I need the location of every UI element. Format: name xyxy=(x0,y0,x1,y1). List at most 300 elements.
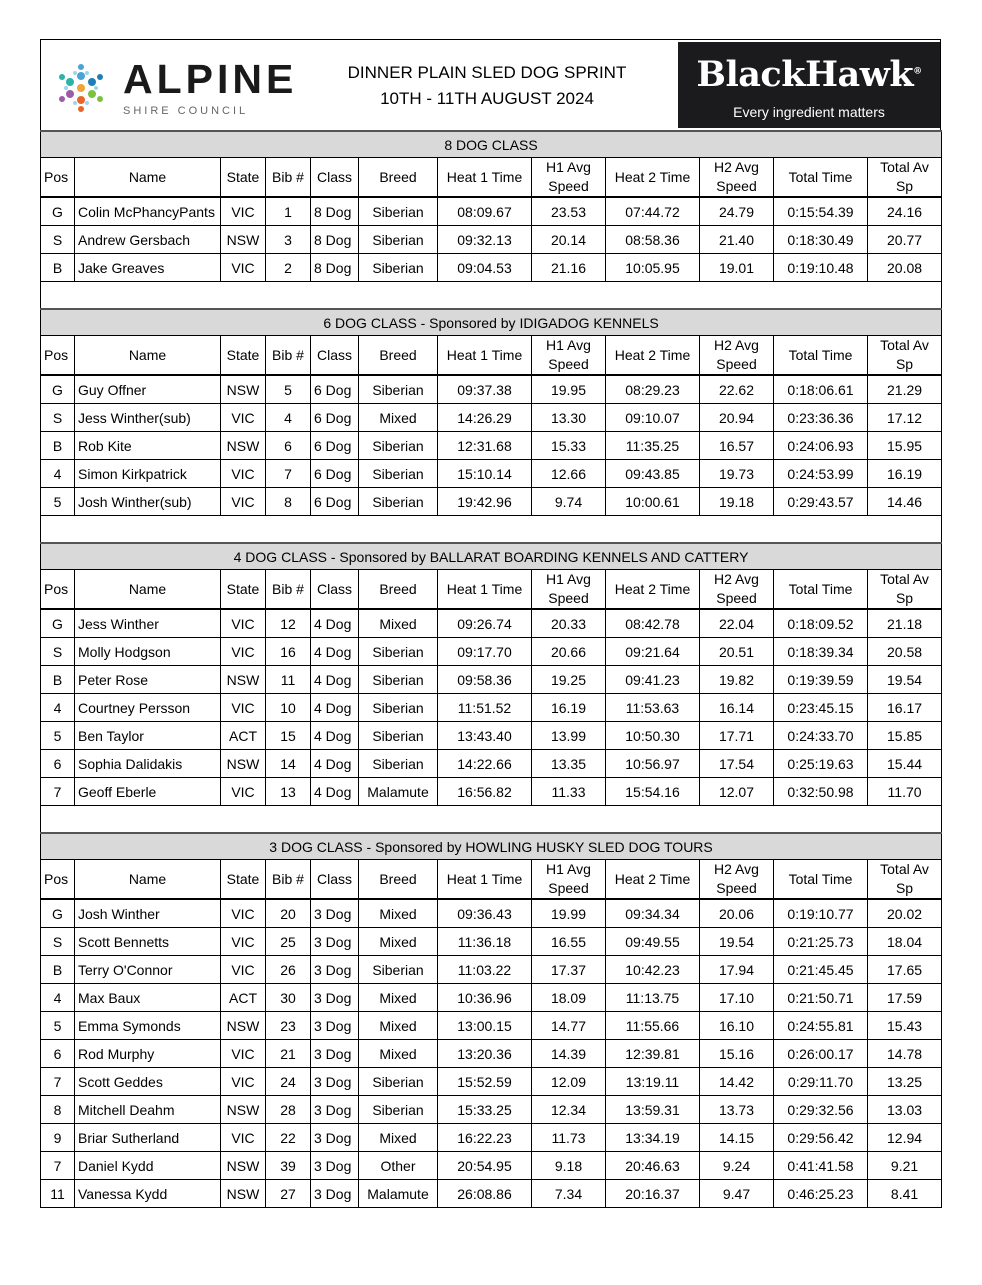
class-section-title xyxy=(41,131,942,158)
cell-h1-avg-speed: 16.19 xyxy=(532,694,606,722)
cell-total-avg-speed: 9.21 xyxy=(868,1152,942,1180)
cell-heat1-time: 15:10.14 xyxy=(438,460,532,488)
column-header-bib: Bib # xyxy=(266,336,311,376)
cell-heat2-time: 11:53.63 xyxy=(606,694,700,722)
cell-state: VIC xyxy=(221,404,266,432)
logo-wordmark: ALPINE xyxy=(123,56,298,102)
class-title: 4 DOG CLASS - Sponsored by BALLARAT BOARDING KENNELS AND CATTERY xyxy=(41,543,942,570)
cell-class: 3 Dog xyxy=(311,984,359,1012)
cell-total-time: 0:21:45.45 xyxy=(774,956,868,984)
cell-pos: B xyxy=(41,254,75,282)
cell-state: NSW xyxy=(221,1012,266,1040)
cell-heat2-time: 08:42.78 xyxy=(606,609,700,638)
cell-total-time: 0:19:39.59 xyxy=(774,666,868,694)
cell-state: VIC xyxy=(221,1124,266,1152)
column-header-class: Class xyxy=(311,158,359,198)
table-row xyxy=(41,666,942,694)
column-header-row xyxy=(41,158,942,198)
cell-heat2-time: 13:19.11 xyxy=(606,1068,700,1096)
cell-heat2-time: 10:00.61 xyxy=(606,488,700,516)
cell-state: NSW xyxy=(221,750,266,778)
cell-heat1-time: 09:17.70 xyxy=(438,638,532,666)
cell-heat1-time: 15:33.25 xyxy=(438,1096,532,1124)
cell-heat1-time: 19:42.96 xyxy=(438,488,532,516)
cell-class: 6 Dog xyxy=(311,404,359,432)
column-header-name: Name xyxy=(75,158,221,198)
table-row xyxy=(41,1040,942,1068)
cell-breed: Siberian xyxy=(359,488,438,516)
cell-total-time: 0:29:11.70 xyxy=(774,1068,868,1096)
cell-name: Andrew Gersbach xyxy=(75,226,221,254)
class-section-title xyxy=(41,833,942,860)
cell-heat1-time: 20:54.95 xyxy=(438,1152,532,1180)
cell-total-time: 0:21:50.71 xyxy=(774,984,868,1012)
column-header-class: Class xyxy=(311,570,359,610)
cell-breed: Siberian xyxy=(359,432,438,460)
cell-h2-avg-speed: 19.73 xyxy=(700,460,774,488)
cell-total-time: 0:25:19.63 xyxy=(774,750,868,778)
cell-h2-avg-speed: 13.73 xyxy=(700,1096,774,1124)
cell-class: 3 Dog xyxy=(311,899,359,928)
cell-pos: G xyxy=(41,609,75,638)
cell-total-avg-speed: 17.59 xyxy=(868,984,942,1012)
column-header-total-time: Total Time xyxy=(774,336,868,376)
cell-h1-avg-speed: 12.34 xyxy=(532,1096,606,1124)
cell-pos: G xyxy=(41,375,75,404)
cell-breed: Siberian xyxy=(359,226,438,254)
cell-pos: 4 xyxy=(41,984,75,1012)
cell-h1-avg-speed: 17.37 xyxy=(532,956,606,984)
cell-name: Simon Kirkpatrick xyxy=(75,460,221,488)
cell-h1-avg-speed: 13.35 xyxy=(532,750,606,778)
cell-total-avg-speed: 20.58 xyxy=(868,638,942,666)
cell-breed: Siberian xyxy=(359,460,438,488)
section-spacer xyxy=(41,516,942,544)
cell-heat1-time: 15:52.59 xyxy=(438,1068,532,1096)
blackhawk-sponsor-logo xyxy=(678,42,940,128)
cell-bib: 8 xyxy=(266,488,311,516)
cell-h1-avg-speed: 14.39 xyxy=(532,1040,606,1068)
cell-total-avg-speed: 8.41 xyxy=(868,1180,942,1208)
cell-total-time: 0:41:41.58 xyxy=(774,1152,868,1180)
column-header-h2-avg-speed: H2 Avg Speed xyxy=(700,158,774,198)
cell-total-avg-speed: 13.03 xyxy=(868,1096,942,1124)
cell-h2-avg-speed: 12.07 xyxy=(700,778,774,806)
cell-heat2-time: 13:34.19 xyxy=(606,1124,700,1152)
cell-bib: 26 xyxy=(266,956,311,984)
cell-h2-avg-speed: 19.82 xyxy=(700,666,774,694)
snowflake-flower-icon xyxy=(47,60,117,120)
cell-h2-avg-speed: 9.24 xyxy=(700,1152,774,1180)
cell-heat1-time: 11:51.52 xyxy=(438,694,532,722)
cell-name: Scott Bennetts xyxy=(75,928,221,956)
cell-state: VIC xyxy=(221,1068,266,1096)
cell-bib: 4 xyxy=(266,404,311,432)
column-header-bib: Bib # xyxy=(266,158,311,198)
cell-h1-avg-speed: 13.99 xyxy=(532,722,606,750)
cell-total-time: 0:24:53.99 xyxy=(774,460,868,488)
class-section-title xyxy=(41,543,942,570)
column-header-h1-avg-speed: H1 Avg Speed xyxy=(532,570,606,610)
cell-h1-avg-speed: 18.09 xyxy=(532,984,606,1012)
cell-total-avg-speed: 14.46 xyxy=(868,488,942,516)
table-row xyxy=(41,1068,942,1096)
cell-pos: 6 xyxy=(41,1040,75,1068)
cell-pos: S xyxy=(41,638,75,666)
cell-name: Josh Winther(sub) xyxy=(75,488,221,516)
cell-class: 6 Dog xyxy=(311,460,359,488)
cell-total-time: 0:23:36.36 xyxy=(774,404,868,432)
column-header-row xyxy=(41,570,942,610)
cell-total-avg-speed: 13.25 xyxy=(868,1068,942,1096)
cell-heat1-time: 14:22.66 xyxy=(438,750,532,778)
sponsor-name xyxy=(678,54,940,95)
column-header-pos: Pos xyxy=(41,336,75,376)
cell-bib: 1 xyxy=(266,197,311,226)
cell-heat2-time: 09:10.07 xyxy=(606,404,700,432)
cell-heat1-time: 08:09.67 xyxy=(438,197,532,226)
cell-state: NSW xyxy=(221,432,266,460)
class-section-title xyxy=(41,309,942,336)
cell-state: VIC xyxy=(221,609,266,638)
cell-total-time: 0:26:00.17 xyxy=(774,1040,868,1068)
cell-total-avg-speed: 21.29 xyxy=(868,375,942,404)
table-row xyxy=(41,404,942,432)
cell-h1-avg-speed: 19.25 xyxy=(532,666,606,694)
cell-name: Briar Sutherland xyxy=(75,1124,221,1152)
cell-bib: 30 xyxy=(266,984,311,1012)
cell-name: Peter Rose xyxy=(75,666,221,694)
cell-total-time: 0:15:54.39 xyxy=(774,197,868,226)
registered-mark: ® xyxy=(913,66,922,77)
cell-heat2-time: 10:50.30 xyxy=(606,722,700,750)
cell-class: 4 Dog xyxy=(311,666,359,694)
cell-total-avg-speed: 20.77 xyxy=(868,226,942,254)
cell-pos: 11 xyxy=(41,1180,75,1208)
cell-heat2-time: 10:42.23 xyxy=(606,956,700,984)
cell-bib: 10 xyxy=(266,694,311,722)
cell-total-avg-speed: 17.12 xyxy=(868,404,942,432)
cell-name: Jake Greaves xyxy=(75,254,221,282)
cell-class: 3 Dog xyxy=(311,1012,359,1040)
cell-bib: 12 xyxy=(266,609,311,638)
cell-breed: Siberian xyxy=(359,956,438,984)
column-header-state: State xyxy=(221,570,266,610)
cell-bib: 16 xyxy=(266,638,311,666)
cell-heat1-time: 14:26.29 xyxy=(438,404,532,432)
cell-h2-avg-speed: 17.94 xyxy=(700,956,774,984)
cell-h1-avg-speed: 19.99 xyxy=(532,899,606,928)
cell-name: Mitchell Deahm xyxy=(75,1096,221,1124)
cell-class: 4 Dog xyxy=(311,694,359,722)
cell-total-time: 0:32:50.98 xyxy=(774,778,868,806)
cell-heat1-time: 09:32.13 xyxy=(438,226,532,254)
cell-class: 8 Dog xyxy=(311,197,359,226)
cell-state: NSW xyxy=(221,1152,266,1180)
cell-pos: B xyxy=(41,666,75,694)
cell-total-avg-speed: 12.94 xyxy=(868,1124,942,1152)
cell-h1-avg-speed: 12.66 xyxy=(532,460,606,488)
column-header-name: Name xyxy=(75,336,221,376)
cell-breed: Malamute xyxy=(359,1180,438,1208)
cell-heat1-time: 09:58.36 xyxy=(438,666,532,694)
cell-breed: Siberian xyxy=(359,722,438,750)
table-row xyxy=(41,722,942,750)
alpine-shire-logo xyxy=(47,56,337,120)
cell-heat2-time: 20:16.37 xyxy=(606,1180,700,1208)
cell-h2-avg-speed: 14.15 xyxy=(700,1124,774,1152)
cell-total-time: 0:29:32.56 xyxy=(774,1096,868,1124)
cell-state: VIC xyxy=(221,254,266,282)
cell-heat2-time: 13:59.31 xyxy=(606,1096,700,1124)
cell-class: 4 Dog xyxy=(311,750,359,778)
cell-total-time: 0:18:39.34 xyxy=(774,638,868,666)
cell-class: 6 Dog xyxy=(311,432,359,460)
cell-pos: G xyxy=(41,197,75,226)
cell-heat1-time: 16:22.23 xyxy=(438,1124,532,1152)
cell-class: 4 Dog xyxy=(311,609,359,638)
cell-heat2-time: 09:49.55 xyxy=(606,928,700,956)
cell-total-time: 0:19:10.77 xyxy=(774,899,868,928)
cell-total-avg-speed: 17.65 xyxy=(868,956,942,984)
cell-heat1-time: 12:31.68 xyxy=(438,432,532,460)
column-header-state: State xyxy=(221,336,266,376)
column-header-state: State xyxy=(221,860,266,900)
cell-h1-avg-speed: 11.33 xyxy=(532,778,606,806)
table-row xyxy=(41,956,942,984)
cell-breed: Siberian xyxy=(359,375,438,404)
cell-h2-avg-speed: 9.47 xyxy=(700,1180,774,1208)
cell-total-avg-speed: 16.19 xyxy=(868,460,942,488)
cell-name: Daniel Kydd xyxy=(75,1152,221,1180)
table-row xyxy=(41,375,942,404)
cell-breed: Mixed xyxy=(359,404,438,432)
cell-pos: 6 xyxy=(41,750,75,778)
cell-total-avg-speed: 20.02 xyxy=(868,899,942,928)
cell-heat2-time: 12:39.81 xyxy=(606,1040,700,1068)
cell-h1-avg-speed: 20.66 xyxy=(532,638,606,666)
column-header-bib: Bib # xyxy=(266,860,311,900)
column-header-total-time: Total Time xyxy=(774,158,868,198)
cell-class: 6 Dog xyxy=(311,375,359,404)
cell-name: Ben Taylor xyxy=(75,722,221,750)
cell-h1-avg-speed: 14.77 xyxy=(532,1012,606,1040)
table-row xyxy=(41,460,942,488)
sponsor-tagline: Every ingredient matters xyxy=(733,104,885,120)
table-row xyxy=(41,638,942,666)
cell-heat2-time: 09:43.85 xyxy=(606,460,700,488)
cell-breed: Siberian xyxy=(359,1068,438,1096)
cell-class: 3 Dog xyxy=(311,956,359,984)
cell-state: VIC xyxy=(221,197,266,226)
cell-heat2-time: 20:46.63 xyxy=(606,1152,700,1180)
cell-class: 4 Dog xyxy=(311,722,359,750)
cell-total-time: 0:24:55.81 xyxy=(774,1012,868,1040)
cell-state: ACT xyxy=(221,722,266,750)
cell-bib: 7 xyxy=(266,460,311,488)
cell-total-time: 0:19:10.48 xyxy=(774,254,868,282)
cell-h2-avg-speed: 17.10 xyxy=(700,984,774,1012)
cell-h1-avg-speed: 15.33 xyxy=(532,432,606,460)
cell-h1-avg-speed: 20.33 xyxy=(532,609,606,638)
cell-heat1-time: 09:04.53 xyxy=(438,254,532,282)
cell-total-time: 0:23:45.15 xyxy=(774,694,868,722)
cell-breed: Siberian xyxy=(359,1096,438,1124)
cell-h2-avg-speed: 16.14 xyxy=(700,694,774,722)
cell-breed: Siberian xyxy=(359,197,438,226)
table-row xyxy=(41,750,942,778)
column-header-name: Name xyxy=(75,860,221,900)
cell-total-avg-speed: 16.17 xyxy=(868,694,942,722)
column-header-heat1-time: Heat 1 Time xyxy=(438,158,532,198)
cell-pos: S xyxy=(41,928,75,956)
cell-pos: 7 xyxy=(41,1152,75,1180)
cell-heat1-time: 11:03.22 xyxy=(438,956,532,984)
cell-h2-avg-speed: 20.06 xyxy=(700,899,774,928)
cell-total-time: 0:18:09.52 xyxy=(774,609,868,638)
cell-total-avg-speed: 20.08 xyxy=(868,254,942,282)
cell-breed: Siberian xyxy=(359,254,438,282)
column-header-bib: Bib # xyxy=(266,570,311,610)
cell-bib: 14 xyxy=(266,750,311,778)
column-header-total-avg-speed: Total Av Sp xyxy=(868,860,942,900)
cell-breed: Siberian xyxy=(359,666,438,694)
cell-bib: 23 xyxy=(266,1012,311,1040)
column-header-class: Class xyxy=(311,860,359,900)
cell-heat2-time: 11:35.25 xyxy=(606,432,700,460)
class-title: 8 DOG CLASS xyxy=(41,131,942,158)
cell-total-avg-speed: 15.85 xyxy=(868,722,942,750)
cell-h2-avg-speed: 20.51 xyxy=(700,638,774,666)
cell-state: NSW xyxy=(221,666,266,694)
cell-heat1-time: 10:36.96 xyxy=(438,984,532,1012)
cell-bib: 25 xyxy=(266,928,311,956)
column-header-heat1-time: Heat 1 Time xyxy=(438,860,532,900)
cell-name: Molly Hodgson xyxy=(75,638,221,666)
cell-name: Jess Winther xyxy=(75,609,221,638)
cell-class: 3 Dog xyxy=(311,1068,359,1096)
cell-h2-avg-speed: 21.40 xyxy=(700,226,774,254)
column-header-breed: Breed xyxy=(359,158,438,198)
column-header-heat2-time: Heat 2 Time xyxy=(606,158,700,198)
cell-total-time: 0:18:30.49 xyxy=(774,226,868,254)
column-header-h1-avg-speed: H1 Avg Speed xyxy=(532,860,606,900)
table-row xyxy=(41,694,942,722)
cell-h2-avg-speed: 14.42 xyxy=(700,1068,774,1096)
cell-bib: 27 xyxy=(266,1180,311,1208)
cell-breed: Siberian xyxy=(359,694,438,722)
cell-name: Courtney Persson xyxy=(75,694,221,722)
cell-heat2-time: 09:34.34 xyxy=(606,899,700,928)
cell-pos: S xyxy=(41,404,75,432)
cell-heat1-time: 16:56.82 xyxy=(438,778,532,806)
column-header-total-avg-speed: Total Av Sp xyxy=(868,336,942,376)
cell-name: Scott Geddes xyxy=(75,1068,221,1096)
section-spacer xyxy=(41,806,942,834)
cell-class: 4 Dog xyxy=(311,778,359,806)
cell-name: Josh Winther xyxy=(75,899,221,928)
cell-name: Max Baux xyxy=(75,984,221,1012)
column-header-h2-avg-speed: H2 Avg Speed xyxy=(700,860,774,900)
cell-bib: 3 xyxy=(266,226,311,254)
cell-heat2-time: 09:21.64 xyxy=(606,638,700,666)
table-row xyxy=(41,488,942,516)
cell-h2-avg-speed: 17.71 xyxy=(700,722,774,750)
spacer-cell xyxy=(41,516,942,544)
cell-breed: Mixed xyxy=(359,984,438,1012)
cell-total-avg-speed: 24.16 xyxy=(868,197,942,226)
cell-bib: 11 xyxy=(266,666,311,694)
cell-state: VIC xyxy=(221,1040,266,1068)
cell-pos: 5 xyxy=(41,488,75,516)
page-header xyxy=(40,39,941,130)
cell-bib: 2 xyxy=(266,254,311,282)
cell-bib: 15 xyxy=(266,722,311,750)
cell-heat2-time: 08:29.23 xyxy=(606,375,700,404)
cell-h1-avg-speed: 20.14 xyxy=(532,226,606,254)
cell-total-avg-speed: 15.43 xyxy=(868,1012,942,1040)
cell-total-time: 0:29:56.42 xyxy=(774,1124,868,1152)
cell-pos: B xyxy=(41,956,75,984)
cell-breed: Mixed xyxy=(359,1012,438,1040)
cell-total-avg-speed: 21.18 xyxy=(868,609,942,638)
column-header-row xyxy=(41,336,942,376)
cell-total-time: 0:24:06.93 xyxy=(774,432,868,460)
cell-state: NSW xyxy=(221,226,266,254)
cell-bib: 6 xyxy=(266,432,311,460)
cell-h1-avg-speed: 9.18 xyxy=(532,1152,606,1180)
cell-total-avg-speed: 19.54 xyxy=(868,666,942,694)
column-header-total-avg-speed: Total Av Sp xyxy=(868,158,942,198)
spacer-cell xyxy=(41,282,942,310)
cell-breed: Siberian xyxy=(359,750,438,778)
cell-name: Vanessa Kydd xyxy=(75,1180,221,1208)
cell-h1-avg-speed: 21.16 xyxy=(532,254,606,282)
column-header-state: State xyxy=(221,158,266,198)
cell-name: Colin McPhancyPants xyxy=(75,197,221,226)
cell-bib: 21 xyxy=(266,1040,311,1068)
cell-total-time: 0:46:25.23 xyxy=(774,1180,868,1208)
cell-h1-avg-speed: 12.09 xyxy=(532,1068,606,1096)
cell-breed: Siberian xyxy=(359,638,438,666)
cell-heat2-time: 07:44.72 xyxy=(606,197,700,226)
column-header-name: Name xyxy=(75,570,221,610)
table-row xyxy=(41,254,942,282)
cell-class: 4 Dog xyxy=(311,638,359,666)
class-title: 3 DOG CLASS - Sponsored by HOWLING HUSKY SLED DOG TOURS xyxy=(41,833,942,860)
cell-breed: Malamute xyxy=(359,778,438,806)
cell-pos: 7 xyxy=(41,1068,75,1096)
cell-h1-avg-speed: 23.53 xyxy=(532,197,606,226)
cell-total-time: 0:18:06.61 xyxy=(774,375,868,404)
column-header-heat1-time: Heat 1 Time xyxy=(438,570,532,610)
cell-h2-avg-speed: 19.54 xyxy=(700,928,774,956)
column-header-total-time: Total Time xyxy=(774,570,868,610)
cell-state: ACT xyxy=(221,984,266,1012)
column-header-h1-avg-speed: H1 Avg Speed xyxy=(532,158,606,198)
cell-heat2-time: 11:55.66 xyxy=(606,1012,700,1040)
table-row xyxy=(41,226,942,254)
cell-total-avg-speed: 11.70 xyxy=(868,778,942,806)
table-row xyxy=(41,984,942,1012)
cell-h2-avg-speed: 17.54 xyxy=(700,750,774,778)
cell-breed: Mixed xyxy=(359,1124,438,1152)
cell-heat2-time: 10:05.95 xyxy=(606,254,700,282)
cell-heat1-time: 13:00.15 xyxy=(438,1012,532,1040)
cell-heat1-time: 13:20.36 xyxy=(438,1040,532,1068)
cell-breed: Mixed xyxy=(359,899,438,928)
table-row xyxy=(41,1124,942,1152)
